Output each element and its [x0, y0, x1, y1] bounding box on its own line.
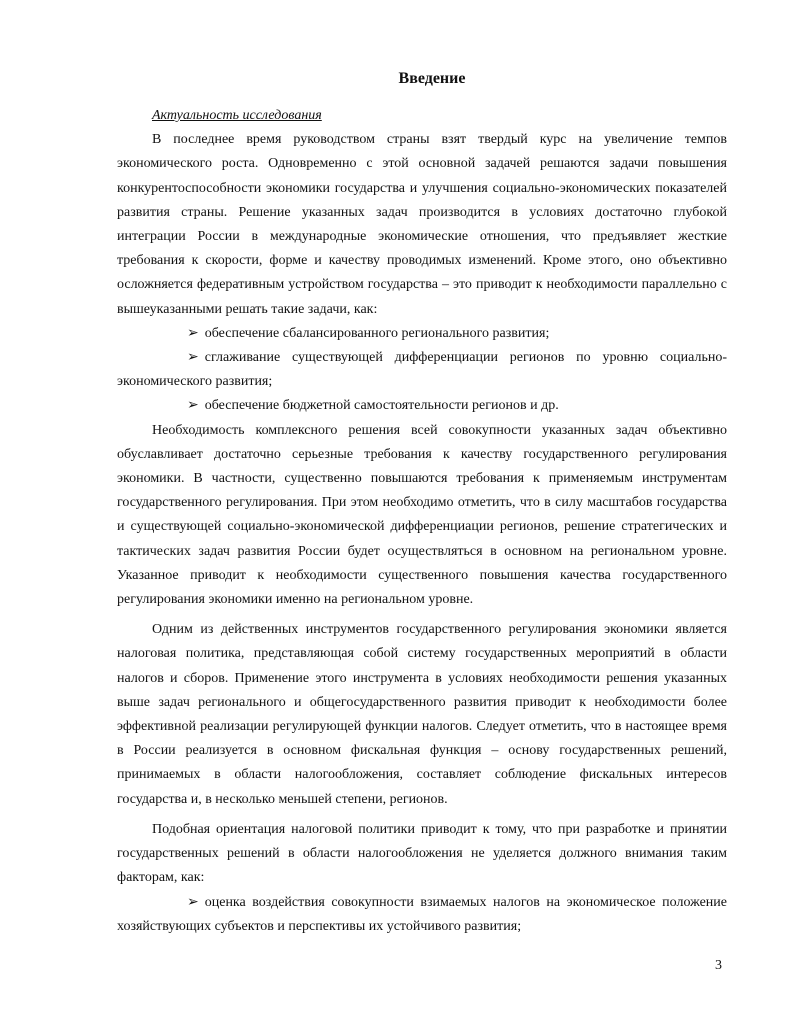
bullet-text: сглаживание существующей дифференциации регионов по уровню социально-экономического развития;	[117, 350, 727, 390]
body-paragraph: Одним из действенных инструментов государственного регулирования экономики является налоговая политика, представляющая собой систему государственных мероприятий в области налогов и сборов. Применение этого инструмента в условиях необходимости решения указанных выше задач регионального и общегосударственного развития приводит к необходимости более эффективной реализации регулирующей функции налогов. Следует отметить, что в настоящее время в России реализуется в основном фискальная функция – основу государственных решений, принимаемых в области налогообложения, составляет соблюдение фискальных интересов государства и, в несколько меньшей степени, регионов.	[117, 622, 727, 807]
body-text	[117, 128, 727, 939]
bullet-text: обеспечение бюджетной самостоятельности регионов и др.	[204, 398, 559, 414]
arrow-bullet-icon: ➢	[187, 325, 199, 341]
bullet-text: обеспечение сбалансированного регионального развития;	[204, 325, 550, 341]
body-paragraph: Подобная ориентация налоговой политики приводит к тому, что при разработке и принятии государственных решений в области налогообложения не уделяется должного внимания таким факторам, как:	[117, 821, 727, 886]
body-paragraph: Необходимость комплексного решения всей совокупности указанных задач объективно обуславливает достаточно серьезные требования к качеству государственного регулирования экономики. В частности, существенно повышаются требования к применяемым инструментам государственного регулирования. При этом необходимо отметить, что в силу масштабов государства и существующей социально-экономической дифференциации регионов, решение стратегических и тактических задач развития России будет осуществляться в основном на региональном уровне. Указанное приводит к необходимости существенного повышения качества государственного регулирования экономики именно на региональном уровне.	[117, 422, 727, 608]
page-number: 3	[715, 958, 722, 973]
bullet-item	[117, 891, 727, 939]
body-paragraph: В последнее время руководством страны взят твердый курс на увеличение темпов экономического роста. Одновременно с этой основной задачей решаются задачи повышения конкурентоспособности экономики государства и улучшения социально-экономических показателей развития страны. Решение указанных задач производится в условиях достаточно глубокой интеграции России в международные экономические отношения, что предъявляет жесткие требования к скорости, форме и качеству проводимых изменений. Кроме этого, оно объективно осложняется федеративным устройством государства – это приводит к необходимости параллельно с вышеуказанными решать такие задачи, как:	[117, 132, 727, 317]
page-title: Введение	[398, 70, 466, 87]
section-subheading: Актуальность исследования	[152, 108, 322, 123]
bullet-item	[117, 346, 727, 394]
arrow-bullet-icon: ➢	[187, 894, 199, 910]
arrow-bullet-icon: ➢	[187, 398, 199, 414]
document-page	[117, 64, 727, 939]
bullet-item	[117, 394, 727, 418]
bullet-item	[117, 322, 727, 346]
arrow-bullet-icon: ➢	[187, 350, 199, 366]
bullet-text: оценка воздействия совокупности взимаемых налогов на экономическое положение хозяйствующих субъектов и перспективы их устойчивого развития;	[117, 894, 727, 934]
